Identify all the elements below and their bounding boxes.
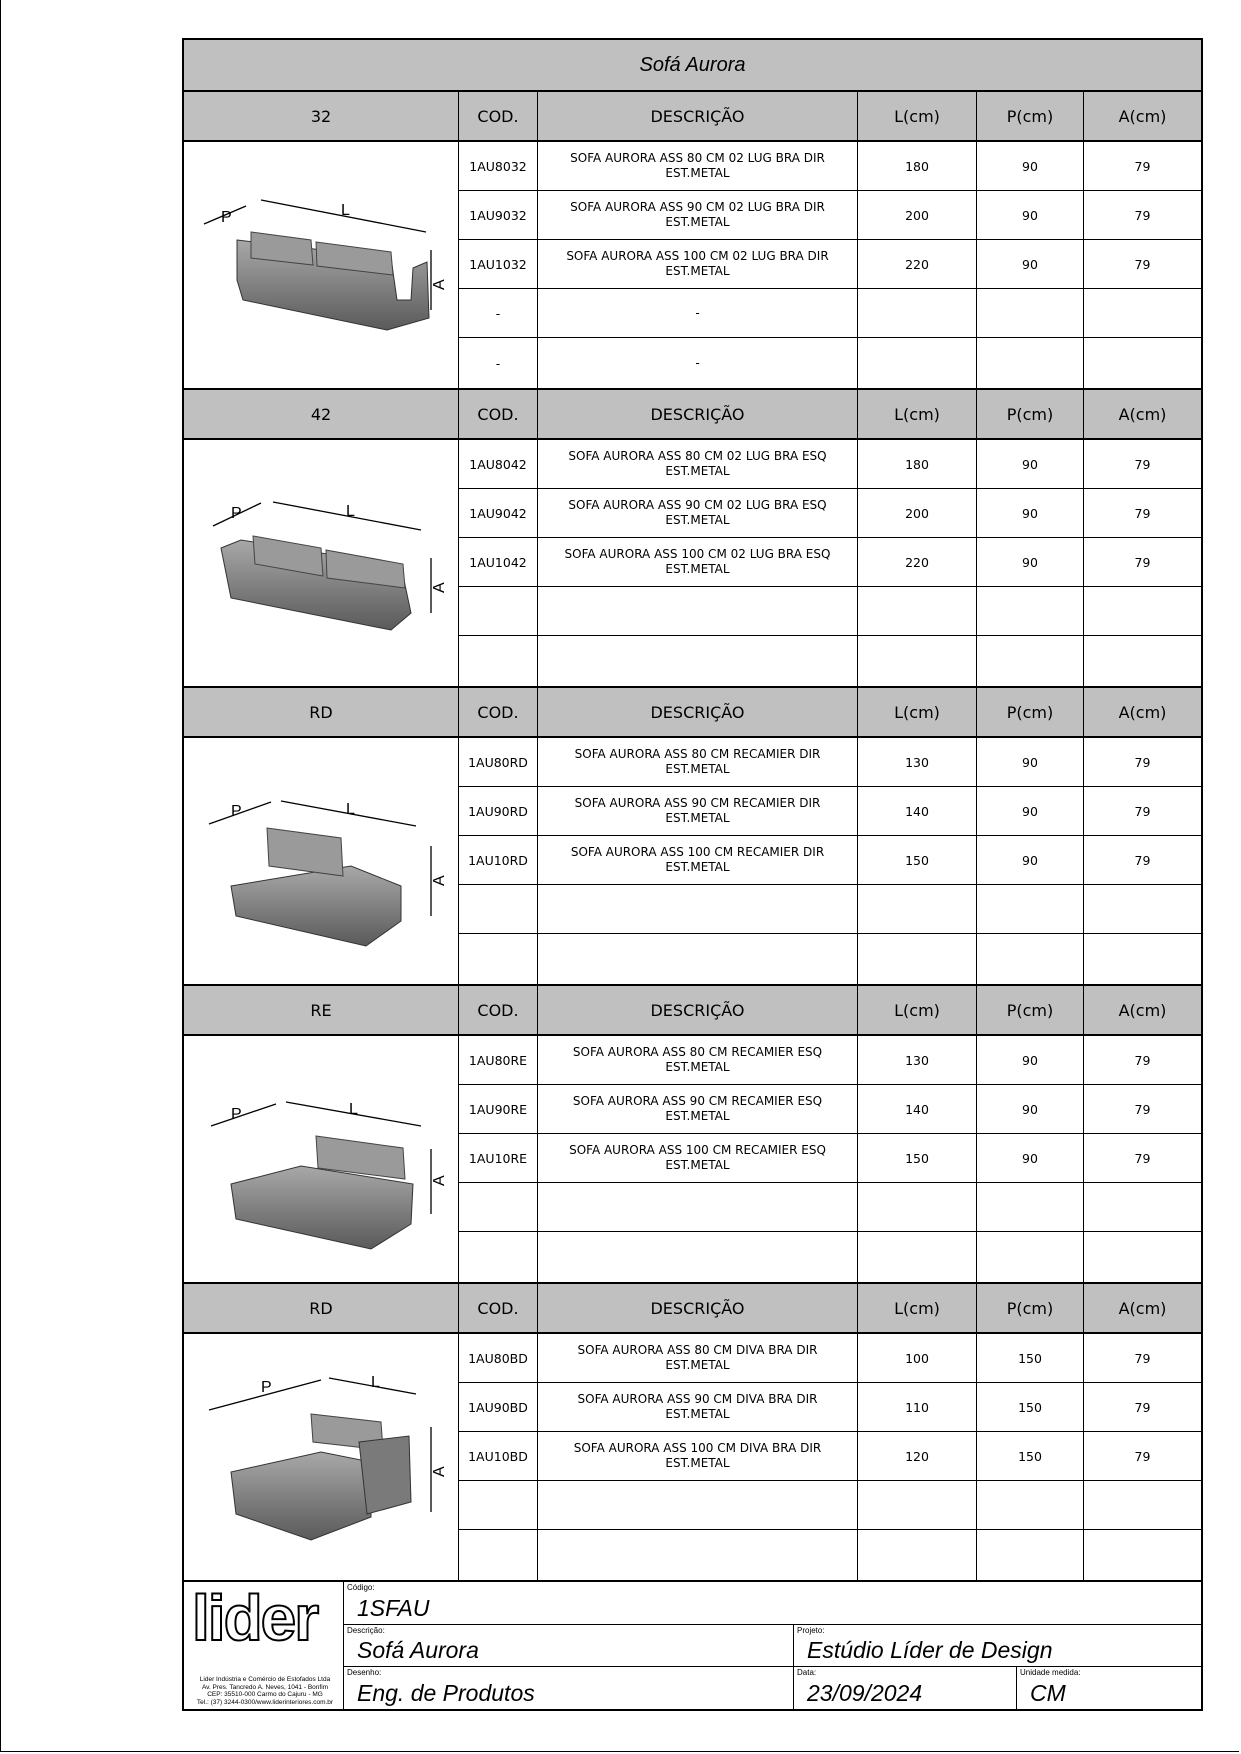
column-header-l: L(cm) <box>858 986 977 1036</box>
cell-a: 79 <box>1084 191 1201 240</box>
cell-cod <box>459 1232 538 1282</box>
column-header-cod: COD. <box>459 92 538 142</box>
cell-p <box>977 1481 1084 1530</box>
cell-l <box>858 338 977 388</box>
cell-p <box>977 289 1084 338</box>
dim-a-label: A <box>431 279 448 290</box>
sofa-drawing <box>184 440 459 686</box>
cell-p: 150 <box>977 1383 1084 1432</box>
cell-p <box>977 338 1084 388</box>
column-header-a: A(cm) <box>1084 390 1201 440</box>
cell-l: 100 <box>858 1334 977 1383</box>
cell-desc: SOFA AURORA ASS 100 CM 02 LUG BRA DIR EST.METAL <box>538 240 858 289</box>
sofa-drawing <box>184 738 459 984</box>
desenho-field: Desenho: Eng. de Produtos <box>344 1667 794 1709</box>
cell-cod <box>459 1530 538 1580</box>
cell-p <box>977 885 1084 934</box>
column-header-desc: DESCRIÇÃO <box>538 92 858 142</box>
cell-desc: SOFA AURORA ASS 80 CM RECAMIER ESQ EST.METAL <box>538 1036 858 1085</box>
cell-desc: - <box>538 338 858 388</box>
cell-l: 200 <box>858 191 977 240</box>
cell-l: 140 <box>858 1085 977 1134</box>
cell-desc <box>538 636 858 686</box>
cell-cod: - <box>459 289 538 338</box>
section-label: 32 <box>184 92 459 142</box>
cell-l: 180 <box>858 440 977 489</box>
section-label: RE <box>184 986 459 1036</box>
cell-a: 79 <box>1084 787 1201 836</box>
cell-desc: SOFA AURORA ASS 80 CM DIVA BRA DIR EST.METAL <box>538 1334 858 1383</box>
cell-a: 79 <box>1084 489 1201 538</box>
cell-desc: SOFA AURORA ASS 100 CM 02 LUG BRA ESQ EST.METAL <box>538 538 858 587</box>
cell-cod <box>459 1481 538 1530</box>
sofa-drawing <box>184 142 459 388</box>
column-header-desc: DESCRIÇÃO <box>538 688 858 738</box>
column-header-a: A(cm) <box>1084 1284 1201 1334</box>
dim-l-label: L <box>371 1374 380 1391</box>
dim-a-label: A <box>431 1466 448 1477</box>
column-header-l: L(cm) <box>858 92 977 142</box>
cell-l <box>858 587 977 636</box>
dim-a-label: A <box>431 875 448 886</box>
cell-a: 79 <box>1084 142 1201 191</box>
cell-l <box>858 289 977 338</box>
cell-cod: 1AU90BD <box>459 1383 538 1432</box>
cell-cod: 1AU1042 <box>459 538 538 587</box>
column-header-cod: COD. <box>459 390 538 440</box>
cell-a: 79 <box>1084 1036 1201 1085</box>
cell-desc <box>538 1530 858 1580</box>
dim-a-label: A <box>431 1175 448 1186</box>
data-value: 23/09/2024 <box>807 1680 923 1706</box>
cell-desc: SOFA AURORA ASS 80 CM RECAMIER DIR EST.METAL <box>538 738 858 787</box>
dim-p-label: P <box>231 1106 242 1123</box>
product-section <box>184 1284 1201 1582</box>
cell-l: 130 <box>858 738 977 787</box>
cell-a <box>1084 934 1201 984</box>
cell-l <box>858 885 977 934</box>
column-header-a: A(cm) <box>1084 688 1201 738</box>
cell-l: 180 <box>858 142 977 191</box>
column-header-p: P(cm) <box>977 986 1084 1036</box>
cell-l: 150 <box>858 836 977 885</box>
cell-desc <box>538 934 858 984</box>
cell-l <box>858 1183 977 1232</box>
cell-l: 140 <box>858 787 977 836</box>
cell-a: 79 <box>1084 1334 1201 1383</box>
cell-p: 90 <box>977 142 1084 191</box>
cell-cod: 1AU8042 <box>459 440 538 489</box>
cell-p: 90 <box>977 440 1084 489</box>
cell-a <box>1084 289 1201 338</box>
cell-desc: SOFA AURORA ASS 100 CM RECAMIER ESQ EST.METAL <box>538 1134 858 1183</box>
desenho-value: Eng. de Produtos <box>357 1680 535 1706</box>
cell-p: 150 <box>977 1432 1084 1481</box>
cell-l: 200 <box>858 489 977 538</box>
projeto-field: Projeto: Estúdio Líder de Design <box>794 1625 1201 1667</box>
cell-a: 79 <box>1084 738 1201 787</box>
cell-desc <box>538 1232 858 1282</box>
cell-cod: 1AU9032 <box>459 191 538 240</box>
cell-p <box>977 1530 1084 1580</box>
cell-desc: SOFA AURORA ASS 90 CM DIVA BRA DIR EST.METAL <box>538 1383 858 1432</box>
cell-p: 90 <box>977 787 1084 836</box>
descricao-field: Descrição: Sofá Aurora <box>344 1625 794 1667</box>
cell-p: 90 <box>977 1036 1084 1085</box>
dim-p-label: P <box>221 209 232 226</box>
cell-l <box>858 1232 977 1282</box>
cell-desc: SOFA AURORA ASS 80 CM 02 LUG BRA ESQ EST.METAL <box>538 440 858 489</box>
cell-cod: 1AU10RE <box>459 1134 538 1183</box>
cell-p: 150 <box>977 1334 1084 1383</box>
sheet-title: Sofá Aurora <box>184 40 1201 92</box>
cell-p: 90 <box>977 191 1084 240</box>
dim-p-label: P <box>231 803 242 820</box>
product-section <box>184 390 1201 688</box>
cell-desc <box>538 1481 858 1530</box>
dim-l-label: L <box>346 503 355 520</box>
cell-l <box>858 636 977 686</box>
column-header-p: P(cm) <box>977 92 1084 142</box>
cell-a <box>1084 636 1201 686</box>
cell-cod: 1AU1032 <box>459 240 538 289</box>
cell-p <box>977 934 1084 984</box>
cell-a <box>1084 1530 1201 1580</box>
unidade-field: Unidade medida: CM <box>1020 1668 1081 1706</box>
section-label: RD <box>184 688 459 738</box>
cell-cod: 1AU90RE <box>459 1085 538 1134</box>
product-section <box>184 688 1201 986</box>
company-address: Lider Indústria e Comércio de Estofados Ltda Av. Pres. Tancredo A. Neves, 1041 - Bonfim CEP: 35510-000 Carmo do Cajuru - MG Tel.: (37) 3244-0300/www.liderinteriores.com.br <box>196 1676 334 1706</box>
cell-desc: - <box>538 289 858 338</box>
cell-l <box>858 1481 977 1530</box>
cell-p: 90 <box>977 1085 1084 1134</box>
cell-p <box>977 636 1084 686</box>
descricao-value: Sofá Aurora <box>357 1637 479 1663</box>
cell-desc <box>538 885 858 934</box>
cell-desc <box>538 1183 858 1232</box>
column-header-l: L(cm) <box>858 390 977 440</box>
product-section <box>184 986 1201 1284</box>
cell-a: 79 <box>1084 1432 1201 1481</box>
section-label: 42 <box>184 390 459 440</box>
cell-desc: SOFA AURORA ASS 90 CM RECAMIER DIR EST.METAL <box>538 787 858 836</box>
cell-cod <box>459 934 538 984</box>
cell-l: 220 <box>858 538 977 587</box>
cell-desc: SOFA AURORA ASS 90 CM 02 LUG BRA DIR EST.METAL <box>538 191 858 240</box>
data-field: Data: 23/09/2024 <box>794 1667 1017 1709</box>
column-header-cod: COD. <box>459 986 538 1036</box>
codigo-field: Código: 1SFAU <box>344 1582 1201 1625</box>
column-header-a: A(cm) <box>1084 986 1201 1036</box>
column-header-cod: COD. <box>459 1284 538 1334</box>
column-header-p: P(cm) <box>977 688 1084 738</box>
cell-l: 110 <box>858 1383 977 1432</box>
dim-l-label: L <box>349 1101 358 1118</box>
cell-cod: 1AU80RE <box>459 1036 538 1085</box>
sections-container <box>184 92 1201 1582</box>
dim-a-label: A <box>431 582 448 593</box>
cell-cod <box>459 885 538 934</box>
cell-cod: 1AU10RD <box>459 836 538 885</box>
cell-cod: 1AU80RD <box>459 738 538 787</box>
cell-l <box>858 1530 977 1580</box>
cell-p: 90 <box>977 538 1084 587</box>
cell-p: 90 <box>977 489 1084 538</box>
cell-a <box>1084 338 1201 388</box>
cell-cod: 1AU9042 <box>459 489 538 538</box>
cell-a: 79 <box>1084 240 1201 289</box>
column-header-l: L(cm) <box>858 1284 977 1334</box>
lider-logo <box>188 1584 338 1654</box>
logo-cell <box>184 1582 344 1709</box>
cell-p <box>977 587 1084 636</box>
cell-cod: 1AU10BD <box>459 1432 538 1481</box>
cell-p: 90 <box>977 240 1084 289</box>
codigo-value: 1SFAU <box>357 1595 430 1621</box>
cell-desc <box>538 587 858 636</box>
cell-cod: 1AU90RD <box>459 787 538 836</box>
cell-cod: - <box>459 338 538 388</box>
cell-a: 79 <box>1084 440 1201 489</box>
sofa-drawing <box>184 1334 459 1580</box>
cell-desc: SOFA AURORA ASS 90 CM RECAMIER ESQ EST.METAL <box>538 1085 858 1134</box>
sofa-drawing <box>184 1036 459 1282</box>
cell-a <box>1084 587 1201 636</box>
cell-cod <box>459 1183 538 1232</box>
column-header-a: A(cm) <box>1084 92 1201 142</box>
product-section <box>184 92 1201 390</box>
cell-a <box>1084 1183 1201 1232</box>
cell-a: 79 <box>1084 1134 1201 1183</box>
column-header-desc: DESCRIÇÃO <box>538 390 858 440</box>
cell-cod: 1AU80BD <box>459 1334 538 1383</box>
dim-l-label: L <box>341 202 350 219</box>
cell-l: 130 <box>858 1036 977 1085</box>
section-label: RD <box>184 1284 459 1334</box>
column-header-p: P(cm) <box>977 390 1084 440</box>
cell-desc: SOFA AURORA ASS 90 CM 02 LUG BRA ESQ EST.METAL <box>538 489 858 538</box>
cell-a: 79 <box>1084 538 1201 587</box>
cell-a <box>1084 1481 1201 1530</box>
spec-sheet <box>182 38 1203 1711</box>
column-header-p: P(cm) <box>977 1284 1084 1334</box>
cell-p <box>977 1183 1084 1232</box>
cell-a: 79 <box>1084 1383 1201 1432</box>
cell-l: 150 <box>858 1134 977 1183</box>
cell-a <box>1084 1232 1201 1282</box>
column-header-desc: DESCRIÇÃO <box>538 986 858 1036</box>
cell-l <box>858 934 977 984</box>
cell-a: 79 <box>1084 836 1201 885</box>
column-header-desc: DESCRIÇÃO <box>538 1284 858 1334</box>
cell-p: 90 <box>977 836 1084 885</box>
unidade-value: CM <box>1030 1680 1066 1706</box>
projeto-value: Estúdio Líder de Design <box>807 1637 1053 1663</box>
dim-p-label: P <box>231 505 242 522</box>
dim-p-label: P <box>261 1379 272 1396</box>
cell-l: 220 <box>858 240 977 289</box>
cell-l: 120 <box>858 1432 977 1481</box>
column-header-cod: COD. <box>459 688 538 738</box>
cell-desc: SOFA AURORA ASS 80 CM 02 LUG BRA DIR EST.METAL <box>538 142 858 191</box>
cell-cod <box>459 587 538 636</box>
title-block <box>184 1582 1201 1709</box>
cell-a <box>1084 885 1201 934</box>
dim-l-label: L <box>346 801 355 818</box>
cell-p: 90 <box>977 1134 1084 1183</box>
cell-desc: SOFA AURORA ASS 100 CM DIVA BRA DIR EST.METAL <box>538 1432 858 1481</box>
column-header-l: L(cm) <box>858 688 977 738</box>
cell-cod: 1AU8032 <box>459 142 538 191</box>
cell-a: 79 <box>1084 1085 1201 1134</box>
cell-p <box>977 1232 1084 1282</box>
cell-cod <box>459 636 538 686</box>
cell-p: 90 <box>977 738 1084 787</box>
cell-desc: SOFA AURORA ASS 100 CM RECAMIER DIR EST.METAL <box>538 836 858 885</box>
svg-text:lider: lider <box>192 1584 318 1654</box>
